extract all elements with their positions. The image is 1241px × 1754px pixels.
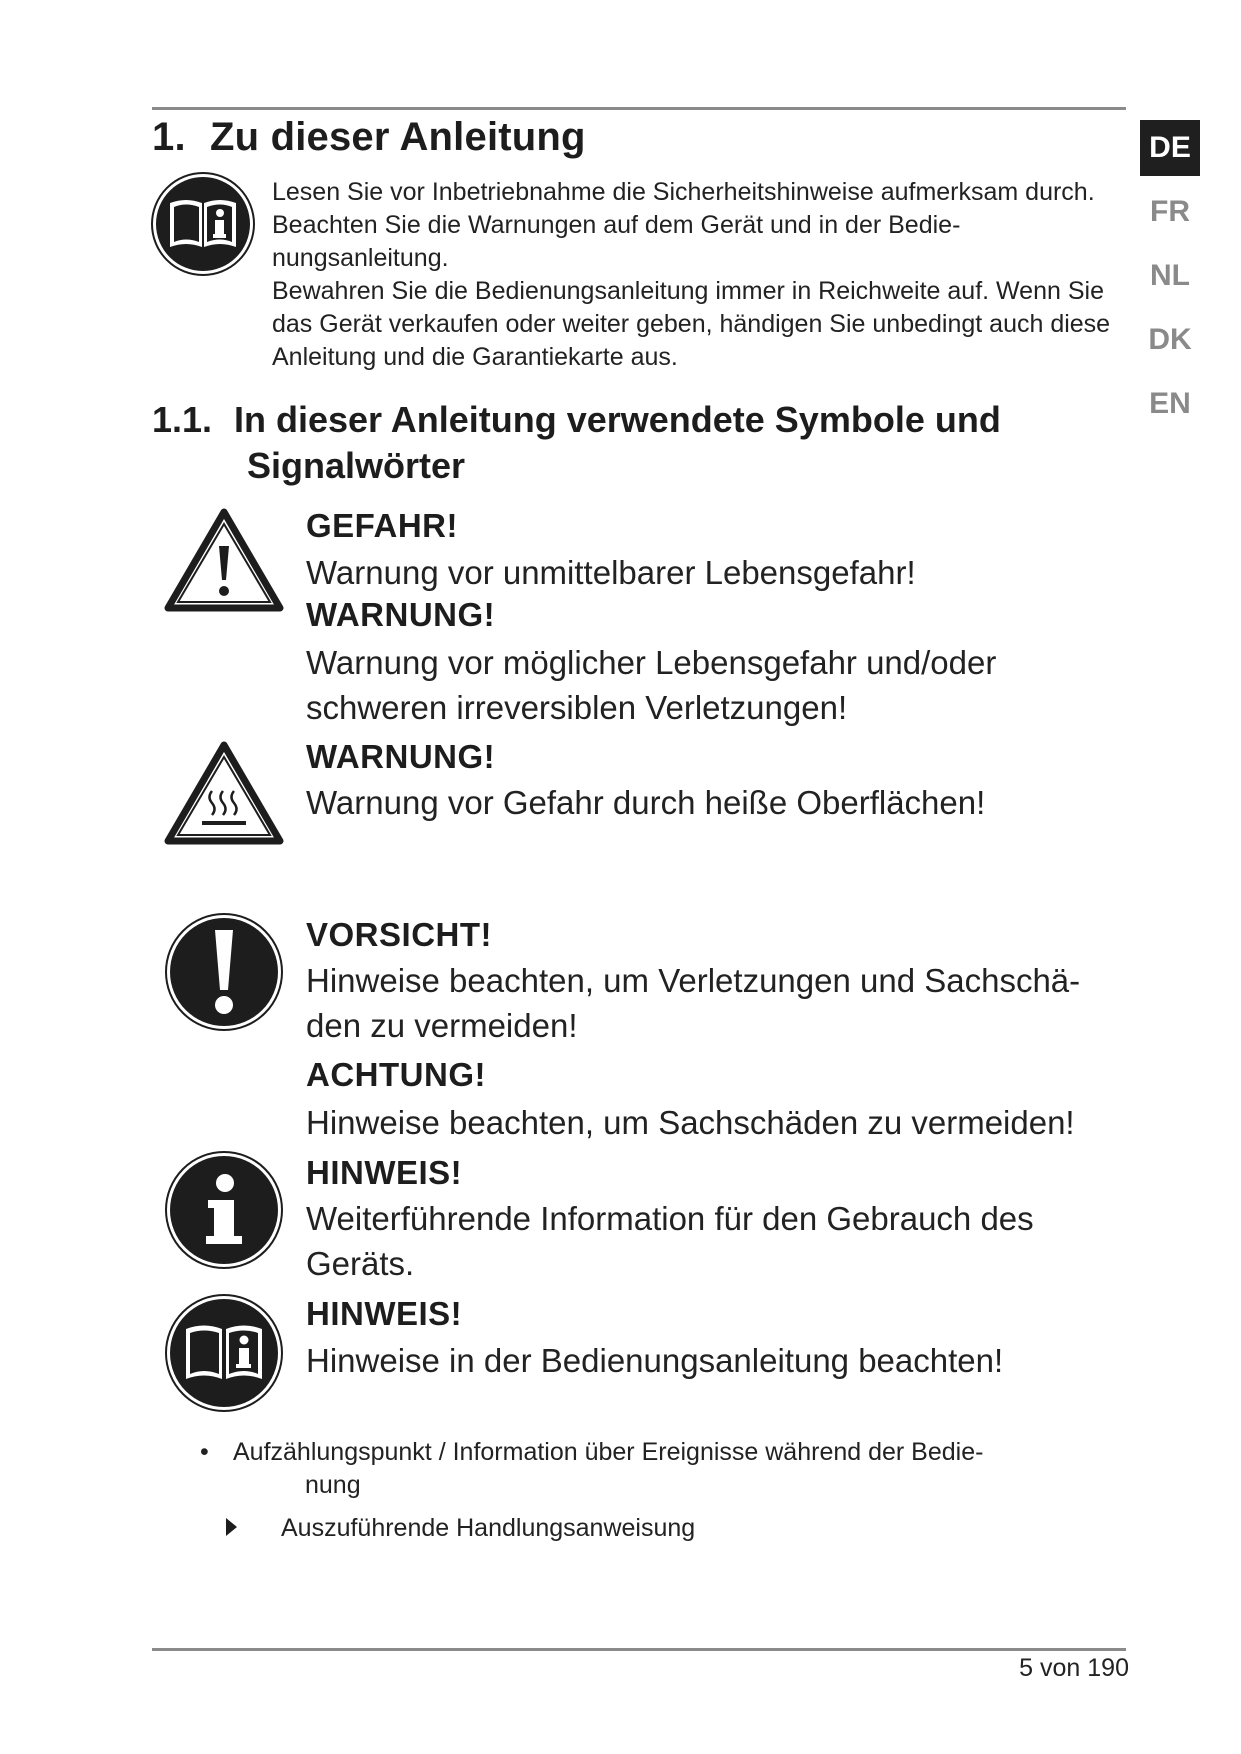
manual-info-icon [150, 171, 256, 277]
lang-tab-de[interactable]: DE [1140, 120, 1200, 176]
language-tabs [1140, 120, 1200, 440]
info-icon [164, 1150, 284, 1270]
signal-word-warning: WARNUNG! [306, 596, 496, 633]
action-instruction-example [226, 1512, 695, 1545]
caution-exclamation-icon [164, 912, 284, 1032]
signal-text-note-info: Weiterführende Information für den Gebrauch des Geräts. [306, 1200, 1034, 1282]
signal-text-note-manual: Hinweise in der Bedienungsanleitung beachten! [306, 1342, 1004, 1379]
signal-text-danger: Warnung vor unmittelbarer Lebensgefahr! [306, 554, 916, 591]
intro-paragraph-2: Bewahren Sie die Bedienungsanleitung immer in Reichweite auf. Wenn Sie das Gerät verkaufen oder weiter geben, händigen Sie unbedingt auch diese Anleitung und die Garantiekarte aus. [272, 277, 1111, 371]
subsection-number: 1.1. [152, 399, 213, 440]
signal-text-caution: Hinweise beachten, um Verletzungen und Sachschä-den zu vermeiden! [306, 962, 1081, 1044]
bullet-text-line-2: nung [305, 1471, 361, 1499]
signal-word-attention: ACHTUNG! [306, 1056, 486, 1093]
action-arrow-icon [226, 1518, 237, 1536]
bullet-point-example [200, 1436, 1060, 1502]
manual-info-icon [164, 1293, 284, 1413]
bullet-text-line-1: Aufzählungspunkt / Information über Ereignisse während der Bedie- [233, 1438, 984, 1466]
section-number: 1. [152, 115, 186, 159]
subsection-title-line-2: Signalwörter [247, 445, 466, 486]
signal-word-danger: GEFAHR! [306, 507, 458, 544]
lang-tab-nl[interactable]: NL [1150, 259, 1190, 292]
signal-word-caution: VORSICHT! [306, 916, 492, 953]
signal-text-attention: Hinweise beachten, um Sachschäden zu vermeiden! [306, 1104, 1075, 1141]
subsection-title-line-1: In dieser Anleitung verwendete Symbole und [234, 399, 1001, 440]
page-number: 5 von 190 [1019, 1654, 1129, 1682]
action-text: Auszuführende Handlungsanweisung [281, 1514, 696, 1542]
lang-tab-en[interactable]: EN [1149, 387, 1191, 420]
signal-word-note-manual: HINWEIS! [306, 1295, 463, 1332]
lang-tab-fr[interactable]: FR [1150, 195, 1190, 228]
bottom-rule [152, 1648, 1126, 1651]
hot-surface-icon [164, 741, 284, 845]
lang-tab-dk[interactable]: DK [1148, 323, 1192, 356]
subsection-heading [152, 397, 1001, 489]
section-title: Zu dieser Anleitung [210, 115, 586, 159]
intro-paragraph-1: Lesen Sie vor Inbetriebnahme die Sicherheitshinweise aufmerksam durch. Beachten Sie die Warnungen auf dem Gerät und in der Bedie-nungsanleitung. [272, 178, 1095, 272]
signal-text-warning: Warnung vor möglicher Lebensgefahr und/oder schweren irreversiblen Verletzungen! [306, 644, 997, 726]
signal-text-hot-surface: Warnung vor Gefahr durch heiße Oberflächen! [306, 784, 986, 821]
danger-warning-icon [164, 508, 284, 612]
signal-word-note-info: HINWEIS! [306, 1154, 463, 1191]
section-heading [152, 115, 586, 160]
signal-word-hot-surface: WARNUNG! [306, 738, 496, 775]
top-rule [152, 107, 1126, 110]
intro-text [272, 176, 1132, 374]
bullet-symbol: • [200, 1438, 209, 1466]
